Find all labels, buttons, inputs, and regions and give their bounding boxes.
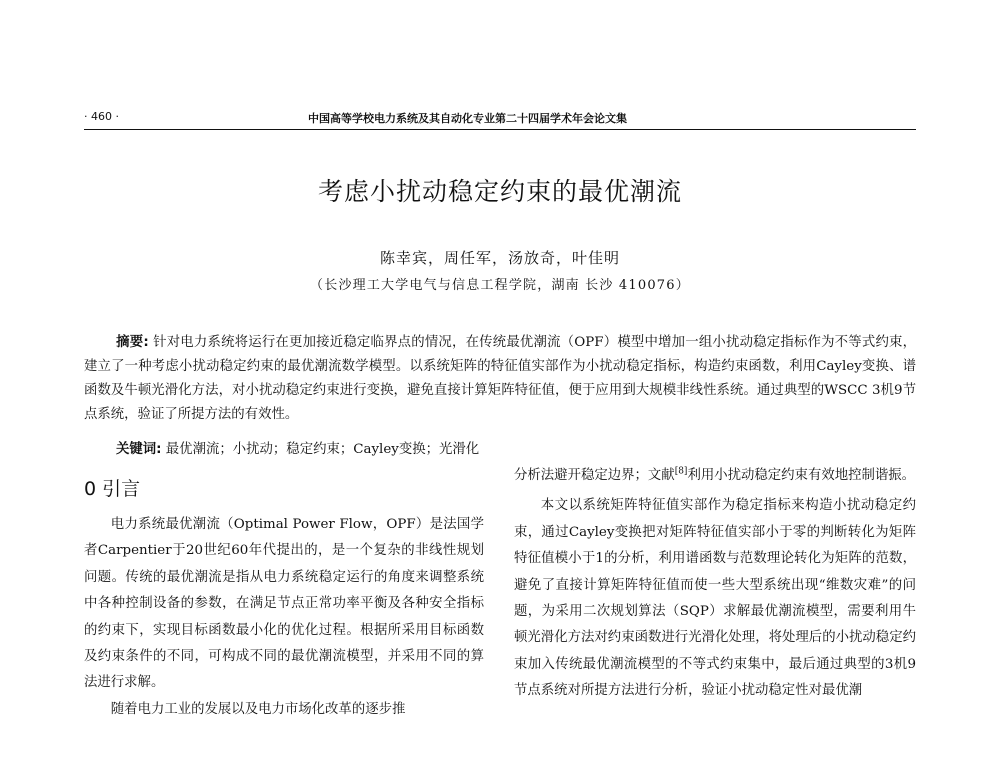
abstract-label: 摘要: <box>116 335 149 350</box>
abstract <box>84 331 916 427</box>
keywords-text: 最优潮流；小扰动；稳定约束；Cayley变换；光滑化 <box>161 442 480 457</box>
left-column <box>84 512 484 723</box>
page-number: · 460 · <box>84 110 119 123</box>
paper-title: 考虑小扰动稳定约束的最优潮流 <box>317 177 682 206</box>
abstract-text: 针对电力系统将运行在更加接近稳定临界点的情况，在传统最优潮流（OPF）模型中增加一组小扰动稳定指标作为不等式约束，建立了一种考虑小扰动稳定约束的最优潮流数学模型。以系统矩阵的特征值实部作为小扰动稳定指标，构造约束函数，利用Cayley变换、谱函数及牛顿光滑化方法，对小扰动稳定约束进行变换，避免直接计算矩阵特征值，便于应用到大规模非线性系统。通过典型的WSCC 3机9节点系统，验证了所提方法的有效性。 <box>84 335 917 422</box>
right-paragraph-1 <box>514 463 916 489</box>
authors: 陈幸宾，周任军，汤放奇，叶佳明 <box>379 249 620 267</box>
keywords-label: 关键词: <box>116 442 162 457</box>
citation-ref: [8] <box>674 466 688 477</box>
section-heading: 0 引言 <box>84 478 141 500</box>
left-paragraph-2: 随着电力工业的发展以及电力市场化改革的逐步推 <box>110 701 406 717</box>
running-header: 中国高等学校电力系统及其自动化专业第二十四届学术年会论文集 <box>308 112 627 125</box>
keywords <box>116 439 916 461</box>
left-paragraph-1: 电力系统最优潮流（Optimal Power Flow，OPF）是法国学者Carpentier于20世纪60年代提出的，是一个复杂的非线性规划问题。传统的最优潮流是指从电力系统稳定运行的角度来调整系统中各种控制设备的参数，在满足节点正常功率平衡及各种安全指标的约束下，实现目标函数最小化的优化过程。根据所采用目标函数及约束条件的不同，可构成不同的最优潮流模型，并采用不同的算法进行求解。 <box>84 517 484 691</box>
right-paragraph-2: 本文以系统矩阵特征值实部作为稳定指标来构造小扰动稳定约束，通过Cayley变换把对矩阵特征值实部小于零的判断转化为矩阵特征值模小于1的分析，利用谱函数与范数理论转化为矩阵的范数，避免了直接计算矩阵特征值而使一些大型系统出现“维数灾难”的问题，为采用二次规划算法（SQP）求解最优潮流模型，需要利用牛顿光滑化方法对约束函数进行光滑化处理，将处理后的小扰动稳定约束加入传统最优潮流模型的不等式约束集中，最后通过典型的3机9节点系统对所提方法进行分析，验证小扰动稳定性对最优潮 <box>514 498 916 699</box>
affiliation: （长沙理工大学电气与信息工程学院，湖南 长沙 410076） <box>310 278 690 293</box>
right-p1-after: 利用小扰动稳定约束有效地控制谐振。 <box>687 468 916 483</box>
right-column <box>514 463 916 705</box>
header-rule <box>84 129 916 130</box>
right-p1-before: 分析法避开稳定边界；文献 <box>514 468 675 483</box>
